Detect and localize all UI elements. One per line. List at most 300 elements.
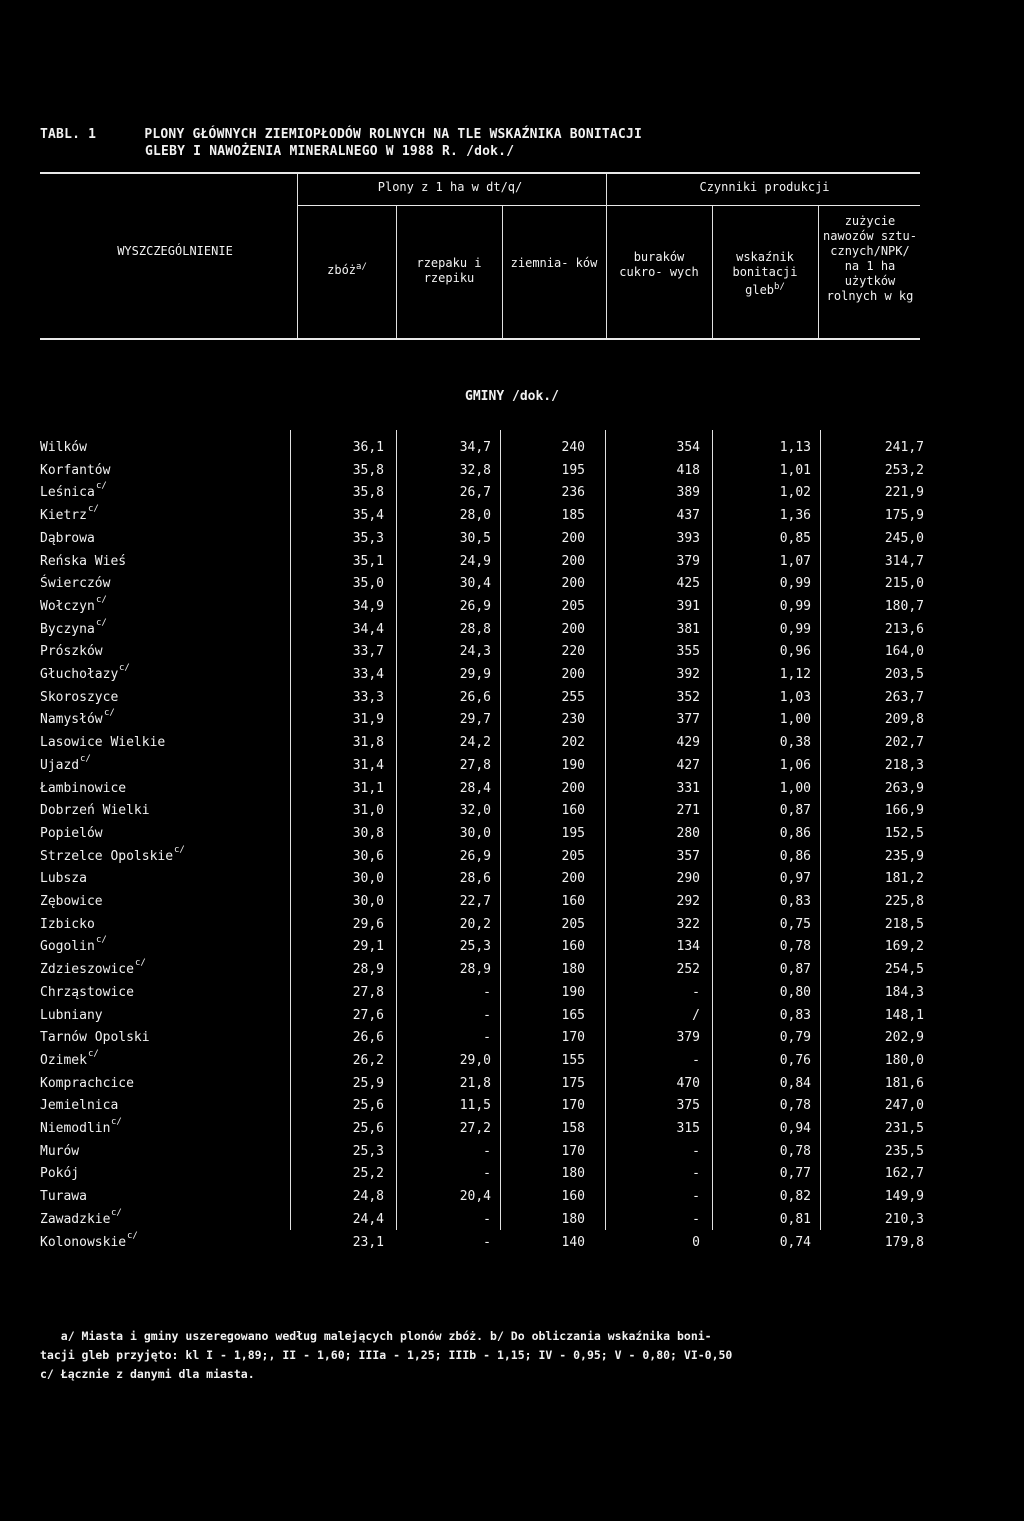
cell-zboz: 29,6 bbox=[352, 916, 384, 932]
cell-ziemn: 170 bbox=[561, 1098, 585, 1114]
cell-zboz: 33,4 bbox=[352, 667, 384, 682]
row-name: Ujazd bbox=[40, 757, 80, 773]
cell-zboz: 25,6 bbox=[352, 1098, 384, 1114]
cell-buraki: 393 bbox=[676, 530, 700, 546]
cell-buraki: 134 bbox=[676, 939, 700, 955]
table-row bbox=[0, 753, 1024, 780]
cell-ziemn: 200 bbox=[561, 576, 585, 592]
cell-zboz: 28,9 bbox=[352, 962, 384, 978]
cell-npk: 162,7 bbox=[884, 1166, 924, 1182]
cell-buraki: / bbox=[692, 1007, 700, 1023]
cell-rzepak: 26,9 bbox=[459, 598, 491, 614]
cell-zboz: 35,1 bbox=[352, 553, 384, 569]
cell-npk: 218,3 bbox=[884, 757, 924, 773]
cell-npk: 253,2 bbox=[884, 462, 924, 478]
header-group-yields: Plony z 1 ha w dt/q/ bbox=[377, 180, 523, 194]
table-row bbox=[0, 504, 1024, 530]
cell-rzepak: 30,0 bbox=[459, 825, 491, 841]
cell-wsk: 1,07 bbox=[779, 553, 811, 569]
table-row bbox=[0, 440, 1024, 462]
footnote-line-3: c/ Łącznie z danymi dla miasta. bbox=[40, 1367, 255, 1381]
cell-rzepak: - bbox=[483, 1007, 491, 1023]
row-name: Pokój bbox=[40, 1166, 80, 1182]
table-row bbox=[0, 1030, 1024, 1052]
table-row bbox=[0, 1076, 1024, 1098]
row-name-sup: c/ bbox=[174, 844, 185, 855]
cell-rzepak: 30,4 bbox=[459, 576, 491, 592]
cell-wsk: 0,74 bbox=[779, 1234, 811, 1250]
cell-buraki: 377 bbox=[676, 712, 700, 728]
header-burakow: buraków cukro- wych bbox=[619, 250, 699, 279]
cell-rzepak: - bbox=[483, 1030, 491, 1046]
header-vline-2 bbox=[396, 206, 397, 338]
table-row bbox=[0, 1207, 1024, 1234]
cell-ziemn: 205 bbox=[561, 848, 585, 864]
row-name-sup: c/ bbox=[80, 753, 91, 764]
row-name: Lubniany bbox=[40, 1007, 103, 1023]
cell-ziemn: 140 bbox=[561, 1234, 585, 1250]
cell-buraki: 280 bbox=[676, 825, 700, 841]
cell-wsk: 0,86 bbox=[779, 825, 811, 841]
header-vline-5 bbox=[712, 206, 713, 338]
cell-buraki: - bbox=[692, 984, 700, 1000]
cell-zboz: 25,6 bbox=[352, 1121, 384, 1136]
cell-rzepak: 26,6 bbox=[459, 689, 491, 705]
table-row bbox=[0, 663, 1024, 689]
row-name: Popielów bbox=[40, 825, 103, 841]
cell-zboz: 35,4 bbox=[352, 508, 384, 524]
row-name-sup: c/ bbox=[96, 594, 107, 605]
cell-zboz: 27,6 bbox=[352, 1007, 384, 1023]
cell-wsk: 0,80 bbox=[779, 984, 811, 1000]
row-name: Lasowice Wielkie bbox=[40, 735, 166, 751]
table-row bbox=[0, 826, 1024, 848]
row-name: Zdzieszowice bbox=[40, 962, 134, 978]
cell-buraki: 290 bbox=[676, 871, 700, 887]
cell-rzepak: 26,7 bbox=[459, 485, 491, 501]
cell-rzepak: - bbox=[483, 1143, 491, 1159]
cell-zboz: 30,8 bbox=[352, 825, 384, 841]
cell-buraki: 292 bbox=[676, 894, 700, 909]
cell-npk: 202,7 bbox=[884, 735, 924, 751]
cell-npk: 180,0 bbox=[884, 1052, 924, 1068]
row-name: Komprachcice bbox=[40, 1075, 134, 1091]
table-row bbox=[0, 531, 1024, 553]
cell-zboz: 25,3 bbox=[352, 1143, 384, 1159]
table-row bbox=[0, 958, 1024, 984]
cell-buraki: 427 bbox=[676, 757, 700, 773]
row-name-sup: c/ bbox=[88, 504, 99, 515]
row-name-sup: c/ bbox=[119, 663, 130, 673]
row-name: Niemodlin bbox=[40, 1121, 111, 1136]
row-name-sup: c/ bbox=[96, 935, 107, 946]
cell-ziemn: 200 bbox=[561, 530, 585, 546]
cell-wsk: 1,06 bbox=[779, 757, 811, 773]
cell-zboz: 31,9 bbox=[352, 712, 384, 728]
row-name: Dąbrowa bbox=[40, 530, 95, 546]
cell-npk: 235,9 bbox=[884, 848, 924, 864]
cell-ziemn: 200 bbox=[561, 667, 585, 682]
cell-rzepak: 27,8 bbox=[459, 757, 491, 773]
cell-ziemn: 180 bbox=[561, 962, 585, 978]
cell-wsk: 0,87 bbox=[779, 962, 811, 978]
header-vline-4 bbox=[606, 174, 607, 338]
cell-buraki: 271 bbox=[676, 803, 700, 819]
cell-wsk: 1,03 bbox=[779, 689, 811, 705]
cell-buraki: 392 bbox=[676, 667, 700, 682]
cell-ziemn: 255 bbox=[561, 689, 585, 705]
table-row bbox=[0, 917, 1024, 939]
row-name: Gogolin bbox=[40, 939, 95, 955]
row-name: Lubsza bbox=[40, 871, 87, 887]
cell-wsk: 0,75 bbox=[779, 916, 811, 932]
cell-wsk: 0,97 bbox=[779, 871, 811, 887]
cell-wsk: 0,99 bbox=[779, 576, 811, 592]
cell-npk: 179,8 bbox=[884, 1234, 924, 1250]
cell-ziemn: 202 bbox=[561, 735, 585, 751]
header-zboz-label: zbóż bbox=[327, 263, 357, 277]
cell-wsk: 0,82 bbox=[779, 1189, 811, 1205]
cell-ziemn: 200 bbox=[561, 871, 585, 887]
header-zboz bbox=[300, 260, 394, 278]
cell-buraki: 352 bbox=[676, 689, 700, 705]
cell-wsk: 0,99 bbox=[779, 598, 811, 614]
row-name-sup: c/ bbox=[135, 958, 146, 969]
cell-rzepak: - bbox=[483, 1234, 491, 1250]
cell-buraki: 354 bbox=[676, 440, 700, 455]
cell-rzepak: 32,0 bbox=[459, 803, 491, 819]
cell-npk: 218,5 bbox=[884, 916, 924, 932]
cell-ziemn: 185 bbox=[561, 508, 585, 524]
cell-ziemn: 195 bbox=[561, 462, 585, 478]
row-name-sup: c/ bbox=[104, 708, 115, 719]
header-ziemniakow: ziemnia- ków bbox=[510, 256, 598, 270]
cell-npk: 169,2 bbox=[884, 939, 924, 955]
cell-zboz: 34,4 bbox=[352, 621, 384, 637]
cell-zboz: 30,0 bbox=[352, 871, 384, 887]
cell-buraki: - bbox=[692, 1166, 700, 1182]
table-row bbox=[0, 463, 1024, 485]
cell-npk: 152,5 bbox=[884, 825, 924, 841]
cell-buraki: 437 bbox=[676, 508, 700, 524]
cell-ziemn: 155 bbox=[561, 1052, 585, 1068]
table-row bbox=[0, 554, 1024, 576]
cell-wsk: 0,78 bbox=[779, 1098, 811, 1114]
row-name: Prószków bbox=[40, 644, 103, 660]
table-row bbox=[0, 1098, 1024, 1120]
cell-wsk: 0,85 bbox=[779, 530, 811, 546]
header-wyszczegolnienie: WYSZCZEGÓLNIENIE bbox=[117, 244, 233, 258]
cell-buraki: 391 bbox=[676, 598, 700, 614]
table-title-line-2: GLEBY I NAWOŻENIA MINERALNEGO W 1988 R. /dok./ bbox=[145, 144, 515, 159]
cell-npk: 225,8 bbox=[884, 894, 924, 909]
cell-ziemn: 165 bbox=[561, 1007, 585, 1023]
cell-zboz: 35,3 bbox=[352, 530, 384, 546]
row-name: Kolonowskie bbox=[40, 1234, 127, 1250]
row-name-sup: c/ bbox=[111, 1117, 122, 1127]
row-name: Skoroszyce bbox=[40, 689, 119, 705]
cell-wsk: 1,01 bbox=[779, 462, 811, 478]
header-zboz-sup: a/ bbox=[356, 262, 367, 272]
table-row bbox=[0, 1144, 1024, 1166]
cell-ziemn: 195 bbox=[561, 825, 585, 841]
cell-zboz: 35,0 bbox=[352, 576, 384, 592]
cell-zboz: 26,2 bbox=[352, 1052, 384, 1068]
cell-wsk: 0,38 bbox=[779, 735, 811, 751]
table-row bbox=[0, 1008, 1024, 1030]
row-name: Korfantów bbox=[40, 462, 111, 478]
footnote-line-1: a/ Miasta i gminy uszeregowano według malejących plonów zbóż. b/ Do obliczania wskaźnika boni- bbox=[40, 1329, 712, 1343]
cell-rzepak: 28,0 bbox=[459, 508, 491, 524]
cell-rzepak: 29,9 bbox=[459, 667, 491, 682]
cell-buraki: 252 bbox=[676, 962, 700, 978]
cell-wsk: 0,79 bbox=[779, 1030, 811, 1046]
cell-ziemn: 160 bbox=[561, 803, 585, 819]
table-row bbox=[0, 844, 1024, 871]
cell-zboz: 25,2 bbox=[352, 1166, 384, 1182]
table-row bbox=[0, 481, 1024, 507]
cell-wsk: 0,76 bbox=[779, 1052, 811, 1068]
cell-buraki: 331 bbox=[676, 780, 700, 796]
cell-wsk: 0,83 bbox=[779, 1007, 811, 1023]
cell-rzepak: 30,5 bbox=[459, 530, 491, 546]
cell-ziemn: 220 bbox=[561, 644, 585, 660]
cell-ziemn: 180 bbox=[561, 1166, 585, 1182]
table-row bbox=[0, 644, 1024, 666]
row-name: Zębowice bbox=[40, 894, 103, 909]
group-divider-rule bbox=[297, 205, 920, 206]
cell-npk: 263,9 bbox=[884, 780, 924, 796]
cell-ziemn: 160 bbox=[561, 1189, 585, 1205]
cell-npk: 247,0 bbox=[884, 1098, 924, 1114]
cell-rzepak: 29,0 bbox=[459, 1052, 491, 1068]
cell-rzepak: 28,8 bbox=[459, 621, 491, 637]
row-name-sup: c/ bbox=[88, 1048, 99, 1059]
row-name: Namysłów bbox=[40, 712, 103, 728]
cell-rzepak: 28,9 bbox=[459, 962, 491, 978]
row-name: Turawa bbox=[40, 1189, 87, 1205]
cell-ziemn: 160 bbox=[561, 894, 585, 909]
row-name: Głuchołazy bbox=[40, 667, 119, 682]
cell-npk: 210,3 bbox=[884, 1211, 924, 1227]
cell-wsk: 1,36 bbox=[779, 508, 811, 524]
cell-ziemn: 170 bbox=[561, 1030, 585, 1046]
header-top-rule bbox=[40, 172, 920, 174]
table-row bbox=[0, 1230, 1024, 1257]
cell-ziemn: 170 bbox=[561, 1143, 585, 1159]
cell-npk: 314,7 bbox=[884, 553, 924, 569]
row-name: Wołczyn bbox=[40, 598, 95, 614]
cell-zboz: 23,1 bbox=[352, 1234, 384, 1250]
row-name: Zawadzkie bbox=[40, 1211, 111, 1227]
cell-buraki: 381 bbox=[676, 621, 700, 637]
cell-npk: 209,8 bbox=[884, 712, 924, 728]
cell-npk: 202,9 bbox=[884, 1030, 924, 1046]
cell-wsk: 0,78 bbox=[779, 1143, 811, 1159]
row-name: Jemielnica bbox=[40, 1098, 119, 1114]
row-name: Tarnów Opolski bbox=[40, 1030, 150, 1046]
cell-npk: 181,2 bbox=[884, 871, 924, 887]
row-name-sup: c/ bbox=[96, 617, 107, 628]
cell-zboz: 26,6 bbox=[352, 1030, 384, 1046]
cell-wsk: 0,99 bbox=[779, 621, 811, 637]
cell-zboz: 35,8 bbox=[352, 485, 384, 501]
cell-wsk: 1,02 bbox=[779, 485, 811, 501]
cell-rzepak: - bbox=[483, 984, 491, 1000]
cell-buraki: 355 bbox=[676, 644, 700, 660]
cell-wsk: 0,83 bbox=[779, 894, 811, 909]
cell-ziemn: 190 bbox=[561, 984, 585, 1000]
cell-buraki: - bbox=[692, 1143, 700, 1159]
cell-rzepak: 29,7 bbox=[459, 712, 491, 728]
section-label: GMINY /dok./ bbox=[465, 389, 559, 404]
cell-rzepak: 32,8 bbox=[459, 462, 491, 478]
cell-npk: 221,9 bbox=[884, 485, 924, 501]
cell-npk: 181,6 bbox=[884, 1075, 924, 1091]
row-name: Świerczów bbox=[40, 576, 111, 592]
cell-buraki: 429 bbox=[676, 735, 700, 751]
cell-wsk: 0,86 bbox=[779, 848, 811, 864]
cell-rzepak: 25,3 bbox=[459, 939, 491, 955]
cell-ziemn: 200 bbox=[561, 621, 585, 637]
cell-zboz: 36,1 bbox=[352, 440, 384, 455]
cell-ziemn: 160 bbox=[561, 939, 585, 955]
row-name: Łambinowice bbox=[40, 780, 127, 796]
table-row bbox=[0, 1189, 1024, 1211]
header-group-factors: Czynniki produkcji bbox=[699, 180, 830, 194]
cell-npk: 215,0 bbox=[884, 576, 924, 592]
cell-zboz: 24,8 bbox=[352, 1189, 384, 1205]
row-name: Murów bbox=[40, 1143, 80, 1159]
cell-wsk: 0,77 bbox=[779, 1166, 811, 1182]
cell-wsk: 0,87 bbox=[779, 803, 811, 819]
cell-rzepak: 28,6 bbox=[459, 871, 491, 887]
row-name: Leśnica bbox=[40, 485, 95, 501]
cell-rzepak: 27,2 bbox=[459, 1121, 491, 1136]
cell-zboz: 33,7 bbox=[352, 644, 384, 660]
cell-npk: 203,5 bbox=[884, 667, 924, 682]
cell-buraki: - bbox=[692, 1189, 700, 1205]
header-rzepaku: rzepaku i rzepiku bbox=[416, 256, 482, 285]
cell-rzepak: 24,3 bbox=[459, 644, 491, 660]
row-name-sup: c/ bbox=[96, 481, 107, 492]
cell-ziemn: 200 bbox=[561, 780, 585, 796]
cell-buraki: 389 bbox=[676, 485, 700, 501]
header-nawozy: zużycie nawozów sztu- cznych/NPK/ na 1 ha użytków rolnych w kg bbox=[823, 214, 917, 303]
cell-zboz: 30,0 bbox=[352, 894, 384, 909]
cell-rzepak: 20,2 bbox=[459, 916, 491, 932]
cell-npk: 231,5 bbox=[884, 1121, 924, 1136]
cell-wsk: 1,00 bbox=[779, 780, 811, 796]
table-row bbox=[0, 894, 1024, 916]
cell-npk: 149,9 bbox=[884, 1189, 924, 1205]
cell-ziemn: 240 bbox=[561, 440, 585, 455]
cell-zboz: 25,9 bbox=[352, 1075, 384, 1091]
cell-zboz: 33,3 bbox=[352, 689, 384, 705]
cell-rzepak: 22,7 bbox=[459, 894, 491, 909]
row-name: Wilków bbox=[40, 440, 87, 455]
cell-rzepak: 28,4 bbox=[459, 780, 491, 796]
header-wskaznik-sup: b/ bbox=[774, 282, 785, 292]
table-row bbox=[0, 935, 1024, 961]
cell-zboz: 31,8 bbox=[352, 735, 384, 751]
cell-rzepak: - bbox=[483, 1166, 491, 1182]
cell-npk: 245,0 bbox=[884, 530, 924, 546]
cell-buraki: 470 bbox=[676, 1075, 700, 1091]
cell-wsk: 0,94 bbox=[779, 1121, 811, 1136]
cell-wsk: 0,96 bbox=[779, 644, 811, 660]
row-name: Reńska Wieś bbox=[40, 553, 127, 569]
cell-rzepak: 26,9 bbox=[459, 848, 491, 864]
cell-ziemn: 236 bbox=[561, 485, 585, 501]
cell-npk: 175,9 bbox=[884, 508, 924, 524]
cell-rzepak: 20,4 bbox=[459, 1189, 491, 1205]
cell-buraki: - bbox=[692, 1211, 700, 1227]
row-name: Dobrzeń Wielki bbox=[40, 803, 150, 819]
cell-npk: 213,6 bbox=[884, 621, 924, 637]
cell-zboz: 27,8 bbox=[352, 984, 384, 1000]
cell-buraki: 0 bbox=[692, 1234, 700, 1250]
cell-wsk: 0,84 bbox=[779, 1075, 811, 1091]
table-row bbox=[0, 708, 1024, 734]
table-row bbox=[0, 803, 1024, 825]
cell-zboz: 31,1 bbox=[352, 780, 384, 796]
table-row bbox=[0, 871, 1024, 893]
row-name-sup: c/ bbox=[127, 1230, 138, 1241]
cell-wsk: 0,78 bbox=[779, 939, 811, 955]
table-row bbox=[0, 985, 1024, 1007]
cell-zboz: 34,9 bbox=[352, 598, 384, 614]
cell-rzepak: 21,8 bbox=[459, 1075, 491, 1091]
cell-wsk: 0,81 bbox=[779, 1211, 811, 1227]
cell-ziemn: 180 bbox=[561, 1211, 585, 1227]
cell-rzepak: 11,5 bbox=[459, 1098, 491, 1114]
cell-ziemn: 205 bbox=[561, 916, 585, 932]
table-row bbox=[0, 617, 1024, 644]
table-row bbox=[0, 1048, 1024, 1075]
cell-rzepak: 24,9 bbox=[459, 553, 491, 569]
header-vline-1 bbox=[297, 174, 298, 338]
cell-ziemn: 200 bbox=[561, 553, 585, 569]
table-title-line-1: TABL. 1 PLONY GŁÓWNYCH ZIEMIOPŁODÓW ROLNYCH NA TLE WSKAŹNIKA BONITACJI bbox=[40, 127, 642, 142]
cell-wsk: 1,13 bbox=[779, 440, 811, 455]
row-name-sup: c/ bbox=[111, 1207, 122, 1218]
cell-buraki: 322 bbox=[676, 916, 700, 932]
header-bottom-rule bbox=[40, 338, 920, 340]
row-name: Izbicko bbox=[40, 916, 95, 932]
cell-npk: 148,1 bbox=[884, 1007, 924, 1023]
cell-buraki: 379 bbox=[676, 1030, 700, 1046]
cell-npk: 235,5 bbox=[884, 1143, 924, 1159]
cell-buraki: 375 bbox=[676, 1098, 700, 1114]
cell-npk: 166,9 bbox=[884, 803, 924, 819]
cell-npk: 241,7 bbox=[884, 440, 924, 455]
cell-ziemn: 175 bbox=[561, 1075, 585, 1091]
cell-buraki: 425 bbox=[676, 576, 700, 592]
cell-zboz: 29,1 bbox=[352, 939, 384, 955]
cell-npk: 180,7 bbox=[884, 598, 924, 614]
table-row bbox=[0, 1166, 1024, 1188]
cell-buraki: 379 bbox=[676, 553, 700, 569]
cell-rzepak: 34,7 bbox=[459, 440, 491, 455]
cell-rzepak: 24,2 bbox=[459, 735, 491, 751]
cell-wsk: 1,12 bbox=[779, 667, 811, 682]
cell-zboz: 31,4 bbox=[352, 757, 384, 773]
cell-npk: 263,7 bbox=[884, 689, 924, 705]
cell-wsk: 1,00 bbox=[779, 712, 811, 728]
row-name: Ozimek bbox=[40, 1052, 87, 1068]
row-name: Kietrz bbox=[40, 508, 87, 524]
